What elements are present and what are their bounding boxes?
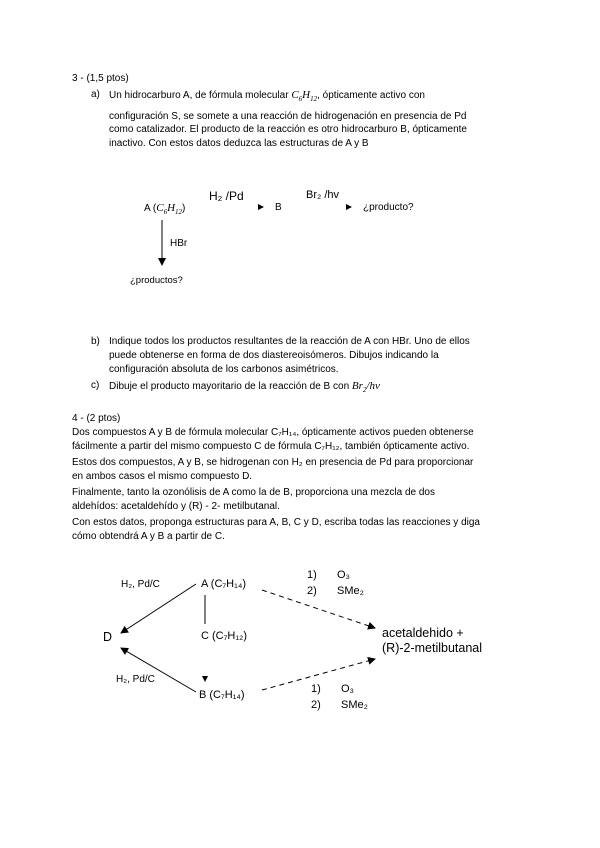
q4-scheme-o3-top: O₃: [337, 569, 351, 581]
q3-header: 3 - (1,5 ptos): [72, 73, 129, 84]
q3-scheme-h2pd: H₂ /Pd: [209, 189, 244, 203]
q4-arrow-a-products: [262, 590, 375, 628]
q3-c-br: Br: [351, 380, 363, 392]
q4-scheme-step2-bot: 2): [311, 699, 321, 711]
q3-scheme-a-6: 6: [163, 208, 168, 217]
q4-scheme-a: A (C₇H₁₄): [201, 578, 246, 590]
q3-a-line2: configuración S, se somete a una reacción de hidrogenación en presencia de Pd: [109, 111, 467, 122]
q4-scheme-o3-bot: O₃: [341, 683, 355, 695]
q4-arrow-a-d: [121, 584, 196, 633]
q3-scheme-hbr: HBr: [170, 238, 188, 249]
q4-arrow-b-d: [121, 648, 196, 692]
q3-scheme-producto: ¿producto?: [363, 202, 414, 213]
q3-b-line1: Indique todos los productos resultantes de la reacción de A con HBr. Uno de ellos: [109, 336, 470, 347]
q3-scheme-a-12: 12: [175, 208, 183, 217]
q3-a-marker: a): [91, 89, 100, 100]
q3-c-line1-text: Dibuje el producto mayoritario de la reacción de B con: [109, 381, 350, 392]
q3-scheme-br2hv: Br₂ /hv: [306, 189, 339, 201]
formula-6: 6: [298, 95, 303, 104]
q3-scheme-a-h: H: [167, 202, 176, 214]
q4-scheme-h2pdc-top: H₂, Pd/C: [121, 579, 160, 590]
q3-scheme-b: B: [275, 202, 282, 213]
q3-a-line1-end: , ópticamente activo con: [317, 90, 425, 101]
q3-arrowhead-a-b: [258, 204, 264, 210]
q3-scheme-a-c: C: [156, 202, 164, 214]
q4-scheme-sme2-bot: SMe₂: [341, 699, 368, 711]
q4-scheme-c: C (C₇H₁₂): [201, 630, 247, 642]
q3-a-line3: como catalizador. El producto de la reacción es otro hidrocarburo B, ópticamente: [109, 124, 467, 135]
q3-b-line3: configuración absoluta de los carbonos asimétricos.: [109, 364, 339, 375]
q4-scheme-product2: (R)-2-metilbutanal: [382, 641, 483, 655]
q4-scheme-b: B (C₇H₁₄): [199, 689, 245, 701]
q4-line2: fácilmente a partir del mismo compuesto C de fórmula C₇H₁₂, también ópticamente activo.: [72, 441, 470, 452]
q3-a-line4: inactivo. Con estos datos deduzca las estructuras de A y B: [109, 138, 369, 149]
q4-scheme-step2-top: 2): [307, 585, 317, 597]
q4-scheme-product1: acetaldehido +: [382, 626, 464, 640]
q3-scheme-a-label: A (: [144, 203, 157, 214]
q3-b-line2: puede obtenerse en forma de dos diastereoisómeros. Dibujos indicando la: [109, 350, 439, 361]
q4-arrow-b-products: [262, 659, 375, 690]
q3-scheme-productos: ¿productos?: [130, 275, 183, 286]
q3-scheme-a-close: ): [182, 203, 186, 214]
q4-header: 4 - (2 ptos): [72, 413, 121, 424]
q4-line3: Estos dos compuestos, A y B, se hidrogenan con H₂ en presencia de Pd para proporcionar: [72, 457, 474, 468]
q4-scheme-step1-top: 1): [307, 569, 317, 581]
q3-c-2: 2: [362, 386, 367, 395]
q3-a-line1-text: Un hidrocarburo A, de fórmula molecular: [109, 90, 289, 101]
q4-line5: Finalmente, tanto la ozonólisis de A como la de B, proporciona una mezcla de dos: [72, 487, 435, 498]
q4-line7: Con estos datos, proponga estructuras para A, B, C y D, escriba todas las reacciones y diga: [72, 517, 480, 528]
q4-line4: en ambos casos el mismo compuesto D.: [72, 471, 253, 482]
q3-b-marker: b): [91, 336, 100, 347]
q4-arrowhead-c-b: [202, 676, 208, 682]
formula-12: 12: [310, 95, 318, 104]
q4-scheme-sme2-top: SMe₂: [337, 585, 364, 597]
q4-line1: Dos compuestos A y B de fórmula molecular C₇H₁₄, ópticamente activos pueden obtenerse: [72, 427, 474, 438]
q3-c-marker: c): [91, 380, 100, 391]
formula-c: C: [291, 89, 299, 101]
q4-scheme-step1-bot: 1): [311, 683, 321, 695]
q3-arrowhead-b-product: [346, 204, 352, 210]
q4-scheme-d: D: [103, 630, 113, 644]
q4-line8: cómo obtendrá A y B a partir de C.: [72, 531, 225, 542]
formula-h: H: [302, 89, 311, 101]
q3-c-hv: /hv: [366, 380, 380, 392]
q4-scheme-h2pdc-bottom: H₂, Pd/C: [116, 674, 155, 685]
q4-line6: aldehídos: acetaldehído y (R) - 2- metilbutanal.: [72, 501, 280, 512]
